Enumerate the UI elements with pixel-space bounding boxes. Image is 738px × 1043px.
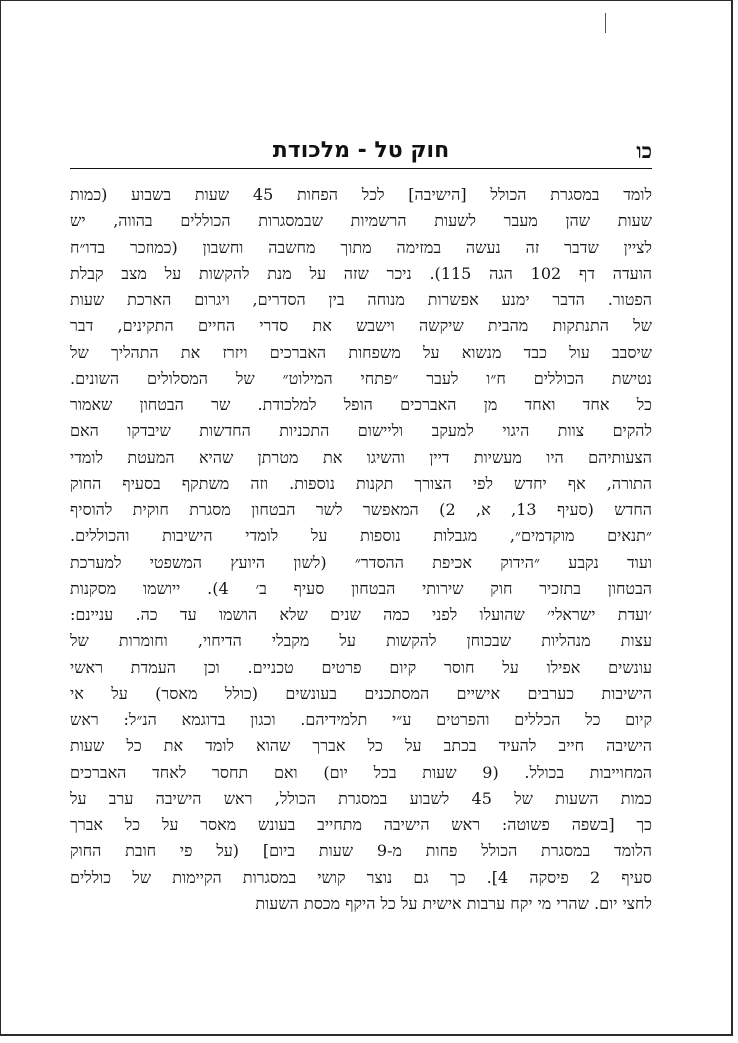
text-line: נטישת הכוללים ח״ו לעבר ״פתחי המילוט״ של המסלולים השונים.: [70, 368, 652, 388]
text-line: עצות מנהליות שבכוחן להקשות על מקבלי הדיחוי, וחומרות של: [70, 631, 652, 651]
text-line: ועוד נקבע ״הידוק אכיפת ההסדר״ (לשון היועץ המשפטי למערכת: [70, 552, 652, 572]
text-line: החדש (סעיף 13, א, 2) המאפשר לשר הבטחון מסגרת חוקית להוסיף: [70, 500, 652, 519]
text-line: להקים צוות היגוי למעקב וליישום התכניות החדשות שיבדקו האם: [70, 421, 652, 441]
text-line: הלומד במסגרת הכולל פחות מ-9 שעות ביום] (על פי חובת החוק: [70, 841, 652, 861]
text-line: ׳ועדת ישראלי׳ שהועלו לפני כמה שנים שלא הושמו עד כה. עניינם:: [70, 605, 652, 624]
body-text: [70, 182, 652, 917]
text-line: הצעותיהם היו מעשיות דיין והשיגו את מטרתן שהיא המעטת לומדי: [70, 447, 652, 467]
text-line: שעות שהן מעבר לשעות הרשמיות שבמסגרות הכוללים בהווה, יש: [70, 211, 652, 231]
text-line: הבטחון בתזכיר חוק שירותי הבטחון סעיף ב׳ 4). ייושמו מסקנות: [70, 578, 652, 598]
text-line: לציין שדבר זה נעשה במזימה מתוך מחשבה וחשבון (כמוזכר בדו״ח: [70, 237, 652, 257]
text-line: כך [בשפה פשוטה: ראש הישיבה מתחייב בעונש מאסר על כל אברך: [70, 815, 652, 834]
text-line: המחוייבות בכולל. (9 שעות בכל יום) ואם תחסר לאחד האברכים: [70, 762, 652, 782]
text-line: הועדה דף 102 הגה 115). ניכר שזה על מנת להקשות על מצב קבלת: [70, 263, 652, 283]
text-line: שיסבב עול כבד מנשוא על משפחות האברכים ויזרז את התהליך של: [70, 342, 652, 362]
text-line: קיום כל הכללים והפרטים ע״י תלמידיהם. וכגון בדוגמא הנ״ל: ראש: [70, 710, 652, 729]
text-line: הישיבות כערבים אישיים המסתכנים בעונשים (כולל מאסר) על אי: [70, 683, 652, 703]
text-line: ״תנאים מוקדמים״, מגבלות נוספות על לומדי הישיבות והכוללים.: [70, 526, 652, 546]
text-line: לחצי יום. שהרי מי יקח ערבות אישית על כל היקף מכסת השעות: [255, 893, 652, 913]
text-line: התורה, אף יחדש לפי הצורך תקנות נוספות. וזה משתקף בסעיף החוק: [70, 473, 652, 493]
text-line: עונשים אפילו על חוסר קיום פרטים טכניים. וכן העמדת ראשי: [70, 657, 652, 677]
text-line: כל אחד ואחד מן האברכים הופל למלכודת. שר הבטחון שאמור: [70, 395, 652, 414]
text-line: של התנתקות מהבית שיקשה וישבש את סדרי החיים התקינים, דבר: [70, 316, 652, 336]
text-line: כמות השעות של 45 לשבוע במסגרת הכולל, ראש הישיבה ערב על: [70, 788, 652, 808]
text-line: הפטור. הדבר ימנע אפשרות מנוחה בין הסדרים, ויגרום הארכת שעות: [70, 290, 652, 309]
crop-mark: [605, 13, 606, 33]
page-number: כו: [636, 138, 652, 163]
page-header: [70, 138, 652, 169]
text-line: הישיבה חייב להעיד בכתב על כל אברך שהוא לומד את כל שעות: [70, 736, 652, 756]
text-line: סעיף 2 פיסקה 4]. כך גם נוצר קושי במסגרות הקיימות של כוללים: [70, 867, 652, 887]
running-title: חוק טל - מלכודת: [272, 138, 450, 163]
text-line: לומד במסגרת הכולל [הישיבה] לכל הפחות 45 שעות בשבוע (כמות: [70, 185, 652, 204]
